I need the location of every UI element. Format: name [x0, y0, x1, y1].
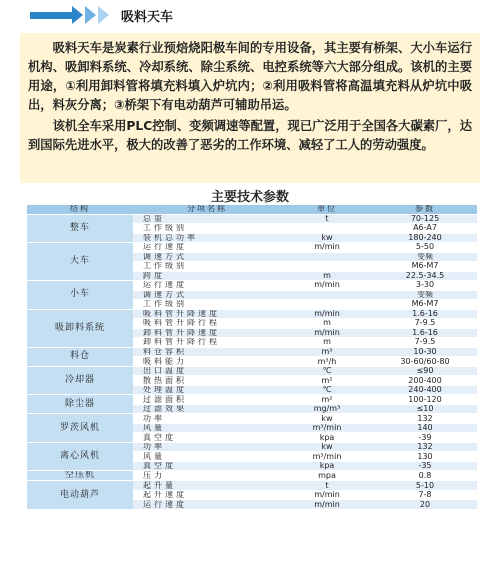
group-name-cell: 离心风机: [27, 442, 133, 471]
unit-cell: kw: [281, 414, 373, 424]
unit-cell: m: [281, 338, 373, 348]
unit-cell: m³/min: [281, 452, 373, 462]
table-row: [27, 442, 477, 452]
unit-cell: mpa: [281, 471, 373, 481]
value-cell: 7-9.5: [373, 338, 477, 348]
unit-cell: m/min: [281, 309, 373, 319]
group-name-cell: 整车: [27, 214, 133, 243]
table-row: [27, 281, 477, 291]
value-cell: 7-9.5: [373, 319, 477, 329]
table-row: [27, 214, 477, 224]
unit-cell: t: [281, 214, 373, 224]
item-cell: 卸料管升降速度: [133, 328, 281, 338]
unit-cell: m²: [281, 395, 373, 405]
table-title: 主要技术参数: [210, 190, 289, 205]
item-cell: 运行速度: [133, 500, 281, 510]
item-cell: 工作级别: [133, 300, 281, 310]
unit-cell: m/min: [281, 281, 373, 291]
group-name-cell: 罗茨风机: [27, 414, 133, 443]
item-cell: 起升速度: [133, 490, 281, 500]
unit-cell: kw: [281, 442, 373, 452]
table-row: [27, 481, 477, 491]
unit-cell: [281, 252, 373, 262]
item-cell: 调速方式: [133, 290, 281, 300]
value-cell: 140: [373, 423, 477, 433]
item-cell: 压力: [133, 471, 281, 481]
intro-text-box: [20, 33, 480, 183]
item-cell: 吸料管升降行程: [133, 319, 281, 329]
group-name-cell: 电动葫芦: [27, 481, 133, 510]
item-cell: 跨度: [133, 271, 281, 281]
value-cell: 1.6-16: [373, 328, 477, 338]
value-cell: 变频: [373, 252, 477, 262]
unit-cell: m: [281, 319, 373, 329]
value-cell: 10-30: [373, 347, 477, 357]
unit-cell: m³/h: [281, 357, 373, 367]
item-cell: 功率: [133, 414, 281, 424]
value-cell: -35: [373, 461, 477, 471]
item-cell: 吸料能力: [133, 357, 281, 367]
group-name-cell: 冷却器: [27, 366, 133, 395]
table-row: [27, 414, 477, 424]
unit-cell: [281, 262, 373, 272]
group-name-cell: 大车: [27, 243, 133, 281]
group-name-cell: 料仓: [27, 347, 133, 366]
unit-cell: m²: [281, 376, 373, 386]
table-row: [27, 395, 477, 405]
value-cell: ≤10: [373, 404, 477, 414]
unit-cell: mg/m³: [281, 404, 373, 414]
value-cell: 180-240: [373, 233, 477, 243]
section-header: [30, 4, 173, 26]
unit-cell: t: [281, 481, 373, 491]
unit-cell: [281, 300, 373, 310]
value-cell: -39: [373, 433, 477, 443]
value-cell: 3-30: [373, 281, 477, 291]
item-cell: 过滤面积: [133, 395, 281, 405]
value-cell: 1.6-16: [373, 309, 477, 319]
value-cell: 100-120: [373, 395, 477, 405]
unit-cell: m: [281, 271, 373, 281]
section-title: 吸料天车: [121, 9, 174, 25]
unit-cell: m/min: [281, 328, 373, 338]
item-cell: 过滤效果: [133, 404, 281, 414]
table-row: [27, 243, 477, 253]
header-item-name: 分项名称: [133, 205, 281, 214]
group-name-cell: 吸卸料系统: [27, 309, 133, 347]
arrow-icon: [30, 12, 72, 19]
unit-cell: [281, 224, 373, 234]
item-cell: 工作级别: [133, 262, 281, 272]
value-cell: 5-10: [373, 481, 477, 491]
value-cell: 22.5-34.5: [373, 271, 477, 281]
value-cell: A6-A7: [373, 224, 477, 234]
item-cell: 工作级别: [133, 224, 281, 234]
spec-table-body: [27, 214, 477, 509]
table-header-row: [27, 205, 477, 214]
value-cell: 30-60/60-80: [373, 357, 477, 367]
value-cell: 240-400: [373, 385, 477, 395]
item-cell: 吸料管升降速度: [133, 309, 281, 319]
header-parameter: 参数: [373, 205, 477, 214]
intro-paragraph: 吸料天车是炭素行业预焙烧阳极车间的专用设备，其主要有桥架、大小车运行机构、吸卸料系统、冷却系统、除尘系统、电控系统等六大部分组成。该机的主要用途，①利用卸料管将填充料填入炉坑内；②利用吸料管将高温填充料从炉坑中吸出，料灰分离；③桥架下有电动葫芦可辅助吊运。: [28, 41, 472, 112]
item-cell: 处理温度: [133, 385, 281, 395]
item-cell: 调速方式: [133, 252, 281, 262]
value-cell: 70-125: [373, 214, 477, 224]
unit-cell: m³: [281, 347, 373, 357]
unit-cell: m/min: [281, 243, 373, 253]
item-cell: 散热面积: [133, 376, 281, 386]
unit-cell: kw: [281, 233, 373, 243]
value-cell: 132: [373, 442, 477, 452]
table-row: [27, 471, 477, 481]
unit-cell: [281, 290, 373, 300]
table-row: [27, 309, 477, 319]
item-cell: 卸料管升降行程: [133, 338, 281, 348]
unit-cell: m/min: [281, 500, 373, 510]
item-cell: 装机总功率: [133, 233, 281, 243]
value-cell: M6-M7: [373, 300, 477, 310]
item-cell: 料仓容积: [133, 347, 281, 357]
unit-cell: kpa: [281, 461, 373, 471]
spec-table: [27, 205, 477, 510]
value-cell: M6-M7: [373, 262, 477, 272]
arrow-head-icon: [72, 6, 83, 24]
item-cell: 运行速度: [133, 243, 281, 253]
unit-cell: m/min: [281, 490, 373, 500]
item-cell: 真空度: [133, 433, 281, 443]
value-cell: 5-50: [373, 243, 477, 253]
unit-cell: m³/min: [281, 423, 373, 433]
chevron-right-icon: [98, 6, 109, 24]
item-cell: 功率: [133, 442, 281, 452]
unit-cell: ℃: [281, 366, 373, 376]
header-unit: 单位: [281, 205, 373, 214]
item-cell: 真空度: [133, 461, 281, 471]
value-cell: 130: [373, 452, 477, 462]
value-cell: 7-8: [373, 490, 477, 500]
unit-cell: ℃: [281, 385, 373, 395]
value-cell: 0.8: [373, 471, 477, 481]
item-cell: 总重: [133, 214, 281, 224]
item-cell: 风量: [133, 452, 281, 462]
item-cell: 起升量: [133, 481, 281, 491]
chevron-right-icon: [85, 6, 96, 24]
group-name-cell: 空压机: [27, 471, 133, 481]
table-row: [27, 347, 477, 357]
item-cell: 运行速度: [133, 281, 281, 291]
group-name-cell: 除尘器: [27, 395, 133, 414]
intro-paragraph: 该机全车采用PLC控制、变频调速等配置，现已广泛用于全国各大碳素厂，达到国际先进水平，极大的改善了恶劣的工作环境、减轻了工人的劳动强度。: [28, 119, 472, 152]
value-cell: 200-400: [373, 376, 477, 386]
value-cell: 132: [373, 414, 477, 424]
unit-cell: kpa: [281, 433, 373, 443]
value-cell: 变频: [373, 290, 477, 300]
header-structure: 结构: [27, 205, 133, 214]
value-cell: ≤90: [373, 366, 477, 376]
item-cell: 风量: [133, 423, 281, 433]
table-row: [27, 366, 477, 376]
item-cell: 出口温度: [133, 366, 281, 376]
value-cell: 20: [373, 500, 477, 510]
group-name-cell: 小车: [27, 281, 133, 310]
